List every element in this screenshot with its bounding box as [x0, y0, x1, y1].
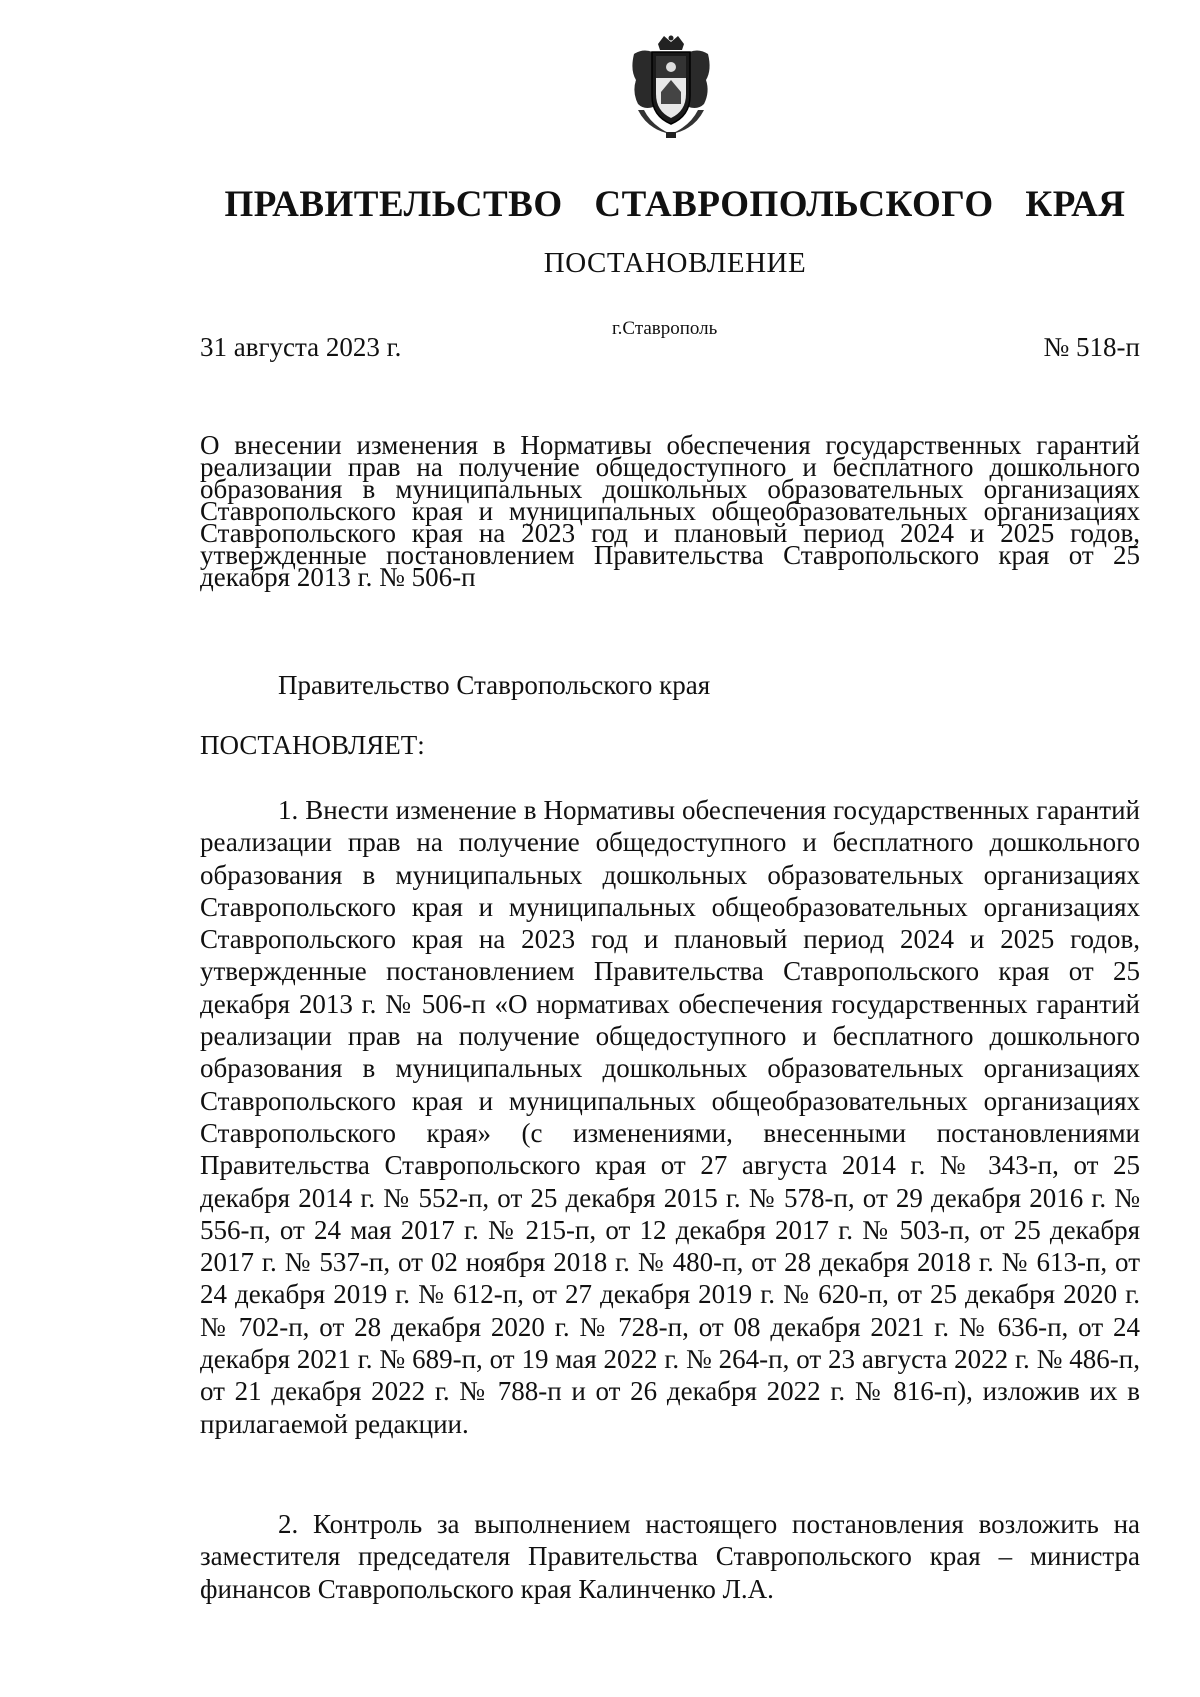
government-title: ПРАВИТЕЛЬСТВО СТАВРОПОЛЬСКОГО КРАЯ — [224, 184, 1126, 225]
document-subject: О внесении изменения в Нормативы обеспечения государственных гарантий реализации прав на получение общедоступного и бесплатного дошкольного образования в муниципальных дошкольных образовательных организациях Ставропольского края и муниципальных общеобразовательных организациях Ставропольского края на 2023 год и плановый период 2024 и 2025 годов, утвержденные постановлением Правительства Ставропольского края от 25 декабря 2013 г. № 506-п — [200, 430, 1140, 592]
document-date: 31 августа 2023 г. — [200, 332, 402, 362]
paragraph-2: 2. Контроль за выполнением настоящего постановления возложить на заместителя председателя Правительства Ставропольского края – министра финансов Ставропольского края Калинченко Л.А. — [200, 1509, 1140, 1604]
coat-of-arms-icon — [628, 34, 714, 142]
document-city: г.Ставрополь — [612, 318, 718, 339]
document-number: № 518-п — [1043, 332, 1140, 362]
document-type: ПОСТАНОВЛЕНИЕ — [543, 247, 807, 279]
issuing-authority: Правительство Ставропольского края — [278, 670, 711, 700]
decree-word: ПОСТАНОВЛЯЕТ: — [200, 730, 425, 760]
paragraph-1: 1. Внести изменение в Нормативы обеспечения государственных гарантий реализации прав на получение общедоступного и бесплатного дошкольного образования в муниципальных дошкольных образовательных организациях Ставропольского края и муниципальных общеобразовательных организациях Ставропольского края на 2023 год и плановый период 2024 и 2025 годов, утвержденные постановлением Правительства Ставропольского края от 25 декабря 2013 г. № 506-п «О нормативах обеспечения государственных гарантий реализации прав на получение общедоступного и бесплатного дошкольного образования в муниципальных дошкольных образовательных организациях Ставропольского края и муниципальных общеобразовательных организациях Ставропольского края» (с изменениями, внесенными постановлениями Правительства Ставропольского края от 27 августа 2014 г. № 343-п, от 25 декабря 2014 г. № 552-п, от 25 декабря 2015 г. № 578-п, от 29 декабря 2016 г. № 556-п, от 24 мая 2017 г. № 215-п, от 12 декабря 2017 г. № 503-п, от 25 декабря 2017 г. № 537-п, от 02 ноября 2018 г. № 480-п, от 28 декабря 2018 г. № 613-п, от 24 декабря 2019 г. № 612-п, от 27 декабря 2019 г. № 620-п, от 25 декабря 2020 г. № 702-п, от 28 декабря 2020 г. № 728-п, от 08 декабря 2021 г. № 636-п, от 24 декабря 2021 г. № 689-п, от 19 мая 2022 г. № 264-п, от 23 августа 2022 г. № 486-п, от 21 декабря 2022 г. № 788-п и от 26 декабря 2022 г. № 816-п), изложив их в прилагаемой редакции. — [200, 795, 1140, 1439]
